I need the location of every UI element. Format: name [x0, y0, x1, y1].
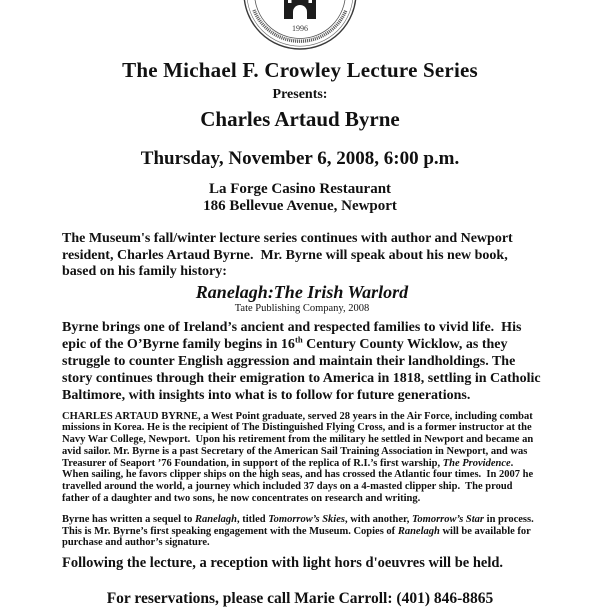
- ship-title: The Providence: [442, 457, 511, 469]
- sequel-part5: will be available for purchase and author’s signature.: [62, 525, 534, 549]
- sequel-paragraph: [62, 514, 542, 549]
- book-title-tomorrows-star: Tomorrow’s Star: [411, 513, 485, 525]
- sequel-part2: , titled: [237, 513, 269, 525]
- intro-paragraph: The Museum's fall/winter lecture series continues with author and Newport resident, Charles Artaud Byrne. Mr. Byrne will speak about his new book, based on his family history:: [62, 231, 517, 279]
- bio-part1: CHARLES ARTAUD BYRNE, a West Point graduate, served 28 years in the Air Force, including combat missions in Korea. He is the recipient of The Distinguished Flying Cross, and is a former instructor at the Navy War College, Newport. Upon his retirement from the military he settled in Newport and became an avid sailor. Mr. Byrne is a past Secretary of the American Sail Training Association in Newport, and was Treasurer of Seaport ’76 Foundation, in support of the replica of R.I.’s first warship,: [62, 410, 536, 469]
- sequel-part3: , with another,: [344, 513, 412, 525]
- flyer-body: [0, 231, 600, 572]
- speaker-name: Charles Artaud Byrne: [200, 107, 400, 131]
- reception-line: Following the lecture, a reception with light hors d'oeuvres will be held.: [62, 555, 504, 572]
- series-title: The Michael F. Crowley Lecture Series: [122, 58, 478, 82]
- ordinal-superscript: th: [294, 333, 303, 344]
- synopsis-part2: Century County Wicklow, as they struggle to counter English aggression and maintain their landholdings. The story continues through their emigration to America in 1818, settling in Catholic Baltimore, with insights into what is to follow for future generations.: [62, 336, 545, 403]
- synopsis-paragraph: [62, 319, 545, 404]
- publisher-line: Tate Publishing Company, 2008: [234, 302, 370, 314]
- museum-seal: [238, 0, 362, 50]
- bio-part2: . When sailing, he favors clipper ships on the high seas, and has crossed the Atlantic four times. In 2007 he travelled around the world, a journey which included 37 days on a 4-masted clipper ship. The proud father of a daughter and two sons, he now concentrates on research and writing.: [62, 457, 536, 505]
- book-title-tomorrows-skies: Tomorrow’s Skies: [268, 513, 345, 525]
- biography-paragraph: [62, 411, 542, 505]
- sequel-part1: Byrne has written a sequel to: [62, 513, 195, 525]
- seal-year: 1996: [292, 24, 308, 33]
- book-title-ranelagh: Ranelagh: [195, 513, 238, 525]
- tower-icon: [284, 0, 316, 19]
- event-datetime: Thursday, November 6, 2008, 6:00 p.m.: [140, 148, 460, 169]
- book-title: Ranelagh:The Irish Warlord: [195, 281, 409, 302]
- venue-address: 186 Bellevue Avenue, Newport: [203, 198, 397, 214]
- venue-name: La Forge Casino Restaurant: [208, 181, 392, 197]
- synopsis-part1: Byrne brings one of Ireland’s ancient and respected families to vivid life. His epic of the O’Byrne family begins in 16: [62, 319, 525, 352]
- sequel-part4: in process. This is Mr. Byrne’s first speaking engagement with the Museum. Copies of: [62, 513, 537, 537]
- museum-seal-graphic: [238, 0, 362, 50]
- book-title-ranelagh-2: Ranelagh: [397, 525, 440, 537]
- presents-label: Presents:: [272, 87, 328, 102]
- reservations-line: For reservations, please call Marie Carroll: (401) 846-8865: [106, 590, 494, 608]
